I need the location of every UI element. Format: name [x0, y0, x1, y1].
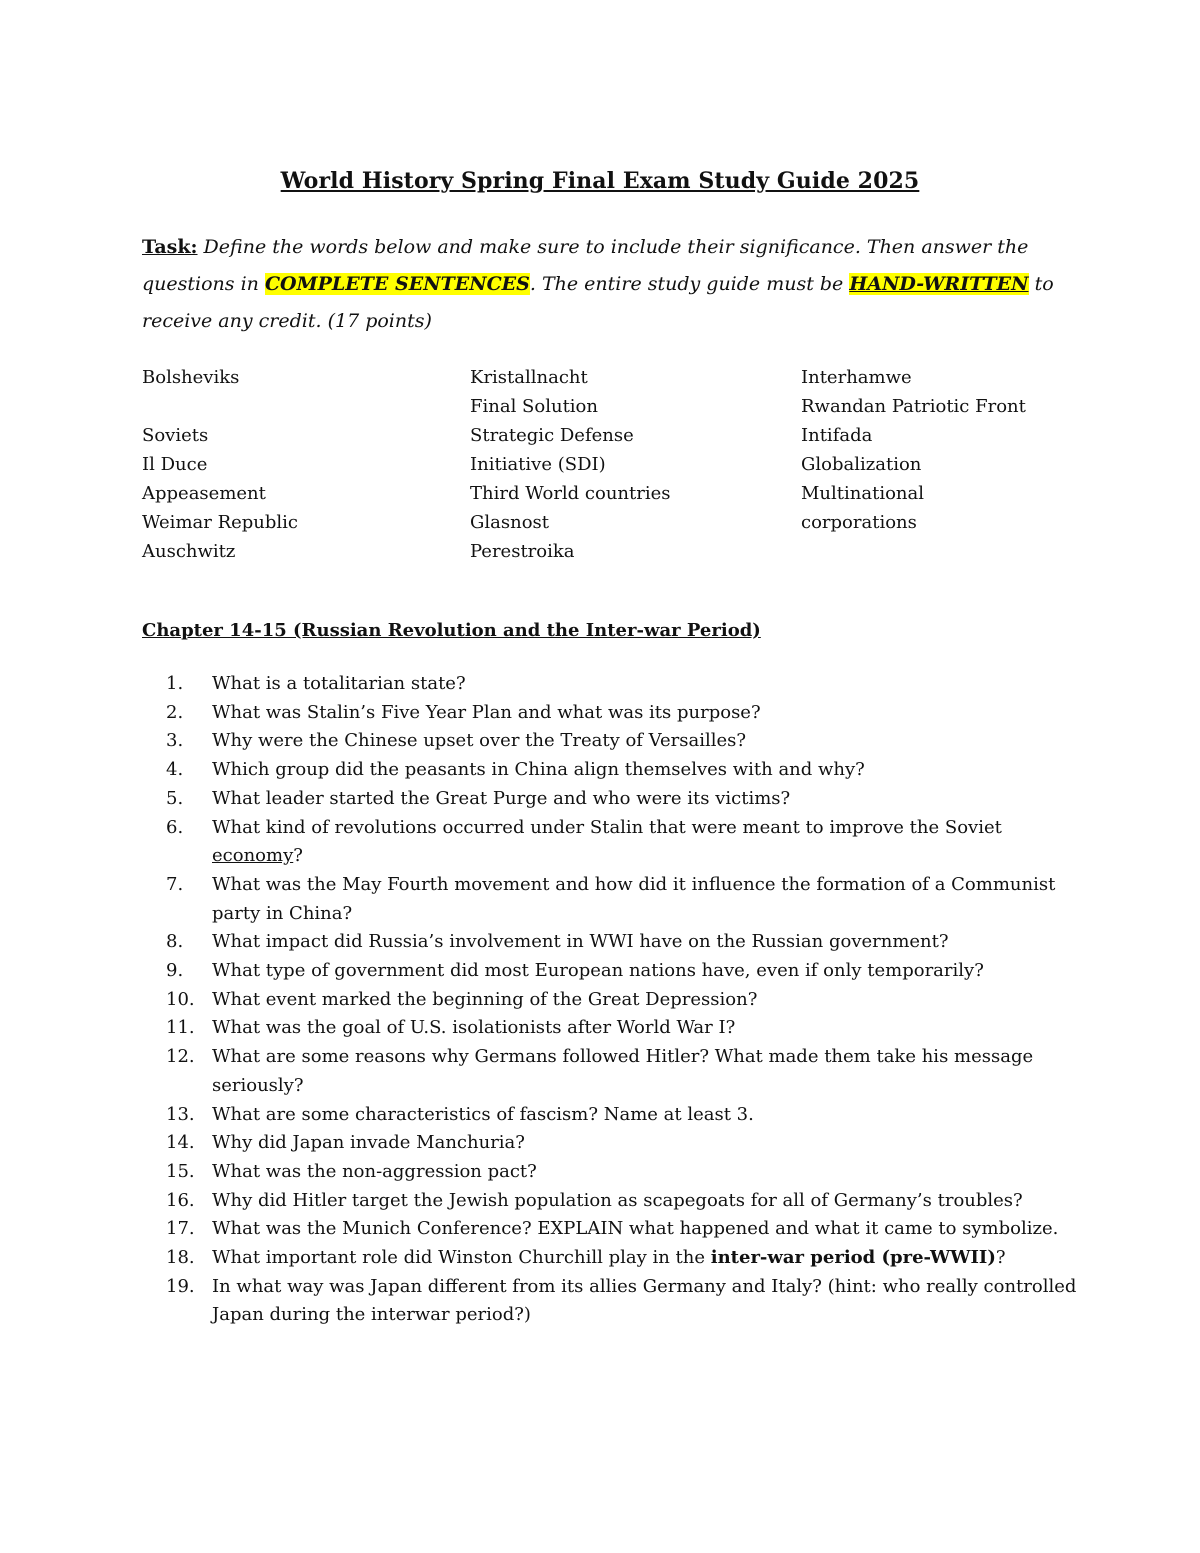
question-number: 16.	[166, 1189, 195, 1211]
question-text: What impact did Russia’s involvement in WWI have on the Russian government?	[212, 931, 949, 953]
question-number: 8.	[166, 931, 184, 953]
question-item	[142, 1215, 1082, 1244]
question-text: What was the non-aggression pact?	[212, 1160, 537, 1182]
vocab-term: Interhamwe	[801, 367, 912, 388]
vocab-term: Appeasement	[142, 483, 266, 504]
question-text: What was the goal of U.S. isolationists after World War I?	[212, 1017, 736, 1039]
vocab-term: corporations	[801, 512, 917, 533]
vocab-term: Il Duce	[142, 454, 208, 475]
question-number: 17.	[166, 1218, 195, 1240]
question-number: 14.	[166, 1132, 195, 1154]
question-number: 6.	[166, 816, 184, 838]
chapter-heading: Chapter 14-15 (Russian Revolution and the Inter-war Period)	[142, 620, 761, 641]
question-number: 12.	[166, 1046, 195, 1068]
question-text: What is a totalitarian state?	[212, 673, 466, 694]
question-item	[142, 1187, 1082, 1216]
question-item	[142, 957, 1082, 986]
vocab-column-3	[801, 363, 1121, 537]
question-number: 2.	[166, 701, 184, 723]
task-text-1: Define the words below and make sure to include their significance. Then answer the questions in	[142, 236, 1029, 295]
task-instructions	[142, 229, 1072, 340]
question-text: What was Stalin’s Five Year Plan and what was its purpose?	[212, 701, 761, 723]
question-item	[142, 1101, 1082, 1130]
highlight-hand-written: HAND-WRITTEN	[849, 273, 1029, 295]
question-text: What are some characteristics of fascism? Name at least 3.	[212, 1103, 754, 1125]
vocab-term: Soviets	[142, 425, 209, 446]
question-item	[142, 699, 1082, 728]
vocab-term: Perestroika	[470, 541, 575, 562]
question-text: In what way was Japan different from its allies Germany and Italy? (hint: who really controlled Japan during the interwar period?)	[212, 1275, 1077, 1326]
question-item	[142, 1244, 1082, 1273]
question-text: Why were the Chinese upset over the Treaty of Versailles?	[212, 730, 747, 752]
vocab-term: Glasnost	[470, 512, 550, 533]
question-number: 3.	[166, 730, 184, 752]
task-label: Task:	[142, 236, 198, 258]
highlight-complete-sentences: COMPLETE SENTENCES	[264, 273, 530, 295]
task-text-2: . The entire study guide must be	[529, 273, 850, 295]
vocab-term: Intifada	[801, 425, 873, 446]
question-text: What leader started the Great Purge and who were its victims?	[212, 787, 791, 809]
vocab-term: Final Solution	[470, 396, 598, 417]
vocab-term	[142, 392, 462, 421]
vocab-term: Bolsheviks	[142, 367, 240, 388]
question-number: 5.	[166, 787, 184, 809]
question-item	[142, 1043, 1082, 1100]
vocab-term: Third World countries	[470, 483, 671, 504]
question-text: Why did Hitler target the Jewish population as scapegoats for all of Germany’s troubles?	[212, 1189, 1023, 1211]
vocab-term: Multinational	[801, 483, 925, 504]
question-text: What are some reasons why Germans followed Hitler? What made them take his message seriously?	[212, 1046, 1034, 1096]
question-text: Which group did the peasants in China align themselves with and why?	[212, 759, 865, 781]
question-text: What kind of revolutions occurred under Stalin that were meant to improve the Soviet	[212, 816, 1002, 838]
question-number: 15.	[166, 1160, 195, 1182]
question-item	[142, 1273, 1082, 1330]
question-item	[142, 928, 1082, 957]
vocab-term: Strategic Defense	[470, 425, 634, 446]
question-text: Why did Japan invade Manchuria?	[212, 1132, 525, 1154]
vocab-term: Initiative (SDI)	[470, 454, 606, 475]
question-number: 10.	[166, 988, 195, 1010]
vocab-column-2	[470, 363, 790, 566]
question-number: 9.	[166, 960, 184, 982]
question-item	[142, 727, 1082, 756]
question-item	[142, 1014, 1082, 1043]
question-number: 19.	[166, 1275, 195, 1297]
question-number: 13.	[166, 1103, 195, 1125]
vocab-column-1	[142, 363, 462, 566]
question-item	[142, 756, 1082, 785]
question-number: 4.	[166, 759, 184, 781]
task-text-3: to receive any credit. (17 points)	[142, 273, 1054, 332]
question-bold-phrase: inter-war period (pre-WWII)	[710, 1247, 996, 1269]
question-number: 18.	[166, 1247, 195, 1269]
vocab-term: Globalization	[801, 454, 922, 475]
vocab-term: Weimar Republic	[142, 512, 299, 533]
vocab-term: Kristallnacht	[470, 367, 588, 388]
vocab-term: Auschwitz	[142, 541, 236, 562]
question-text: What event marked the beginning of the Great Depression?	[212, 988, 758, 1010]
question-item	[142, 785, 1082, 814]
question-text: What important role did Winston Churchill play in the	[212, 1247, 711, 1269]
question-text: What was the Munich Conference? EXPLAIN what happened and what it came to symbolize.	[212, 1218, 1059, 1240]
question-underlined-word: economy	[212, 845, 294, 867]
question-item	[142, 871, 1082, 928]
question-item	[142, 986, 1082, 1015]
question-text: What was the May Fourth movement and how did it influence the formation of a Communist party in China?	[212, 873, 1056, 924]
page-title: World History Spring Final Exam Study Guide 2025	[280, 168, 920, 194]
question-text-end: ?	[995, 1247, 1006, 1269]
question-item	[142, 1129, 1082, 1158]
question-item	[142, 670, 1082, 699]
question-item	[142, 1158, 1082, 1187]
question-text-end: ?	[293, 845, 303, 867]
question-text: What type of government did most European nations have, even if only temporarily?	[212, 960, 984, 982]
question-number: 1.	[166, 673, 184, 694]
question-item	[142, 814, 1082, 871]
question-number: 7.	[166, 873, 184, 895]
question-list	[142, 670, 1082, 1330]
vocab-term: Rwandan Patriotic Front	[801, 396, 1026, 417]
question-number: 11.	[166, 1017, 195, 1039]
